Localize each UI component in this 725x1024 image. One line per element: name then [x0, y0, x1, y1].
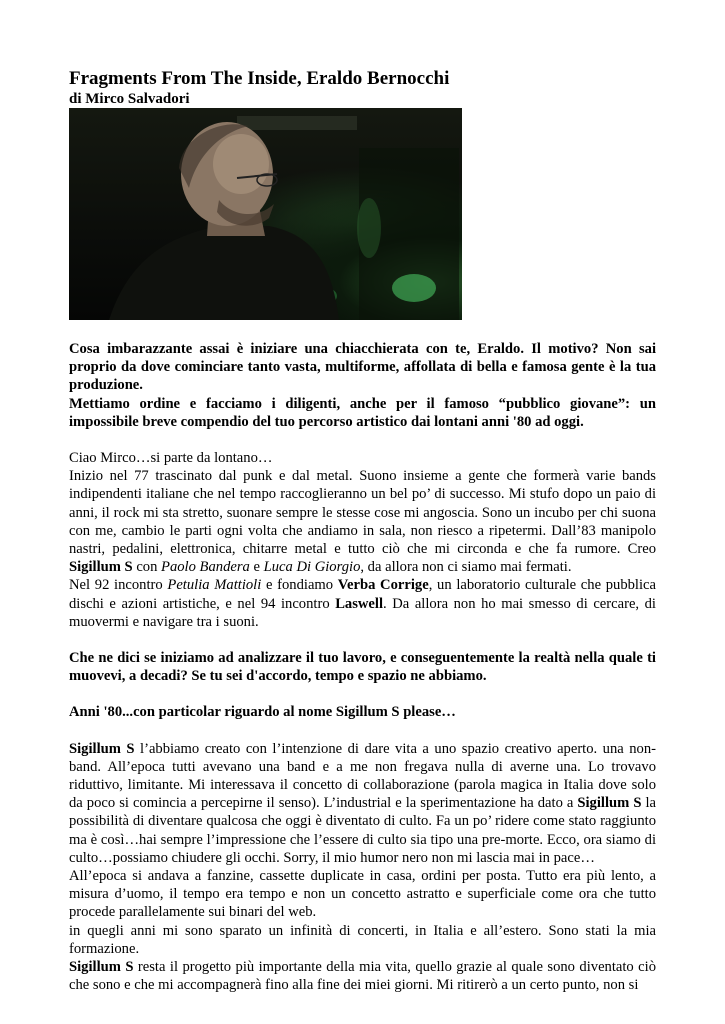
- answer3-paragraph-3: in quegli anni mi sono sparato un infinità di concerti, in Italia e all’estero. Sono stati la mia formazione.: [69, 922, 656, 957]
- luca-name: Luca Di Giorgio: [263, 559, 361, 576]
- answer3-paragraph-1: Sigillum S l’abbiamo creato con l’intenzione di dare vita a uno spazio creativo aperto. una non-band. All’epoca tutti avevano una band e a me non fregava nulla di averne una. Lo trovavo riduttivo, limitante. Mi interessava il concetto di collaborazione (parola magica in Italia dove solo da poco si comincia a percepirne il senso). L’industrial e la sperimentazione ha dato a Sigillum S la possibilità di diventare qualcosa che oggi è diventato di culto. Fa un po’ ridere come stato raggiunto ma è così…hai sempre l’impressione che l’essere di culto sia tipo una pre-morte. Ecco, ora siamo di culto…possiamo chiudere gli occhi. Sorry, il mio humor nero non mi lascia mai in pace…: [69, 740, 656, 866]
- answer3-paragraph-2: All’epoca si andava a fanzine, cassette duplicate in casa, ordini per posta. Tutto era più lento, a misura d’uomo, il tempo era tempo e non un concetto astratto e superficiale come ora che tutto procede parallelamente sui binari del web.: [69, 868, 656, 921]
- laswell-name: Laswell: [335, 595, 384, 612]
- answer1-paragraph-2: Nel 92 incontro Petulia Mattioli e fondiamo Verba Corrige, un laboratorio culturale che pubblica dischi e azioni artistiche, e nel 94 incontro Laswell. Da allora non ho mai smesso di cercare, di muovermi e navigare tra i suoni.: [69, 577, 656, 630]
- sigillum-name: Sigillum S: [69, 559, 133, 576]
- portrait-photo-icon: [69, 108, 462, 320]
- answer-greeting: Ciao Mirco…si parte da lontano…: [69, 450, 273, 467]
- article-byline: di Mirco Salvadori: [69, 91, 190, 107]
- intro-paragraph-2: Mettiamo ordine e facciamo i diligenti, anche per il famoso “pubblico giovane”: un impossibile breve compendio del tuo percorso artistico dai lontani anni '80 ad oggi.: [69, 395, 656, 430]
- answer1-paragraph: Inizio nel 77 trascinato dal punk e dal metal. Suono insieme a gente che formerà varie bands indipendenti italiane che nel tempo raccoglieranno un bel po’ di successo. Mi stufo dopo un paio di anni, il rock mi sta stretto, suonare sempre le stesse cose mi angoscia. Sono un incubo per chi suona con me, cambio le parti ogni volta che andiamo in sala, non riesco a ripetermi. Dall’83 manipolo nastri, pedalini, elettronica, chitarre metal e tutto ciò che mi circonda e che fa rumore. Creo Sigillum S con Paolo Bandera e Luca Di Giorgio, da allora non ci siamo mai fermati.: [69, 468, 656, 576]
- verba-name: Verba Corrige: [337, 577, 429, 594]
- answer3-paragraph-4: Sigillum S resta il progetto più importante della mia vita, quello grazie al quale sono diventato ciò che sono e che mi accompagnerà fino alla fine dei miei giorni. Mi ritirerò a un certo punto, non si: [69, 959, 657, 994]
- question-3: Anni '80...con particolar riguardo al nome Sigillum S please…: [69, 704, 456, 721]
- question-2: Che ne dici se iniziamo ad analizzare il tuo lavoro, e conseguentemente la realtà nella quale ti muovevi, a decadi? Se tu sei d'accordo, tempo e spazio ne abbiamo.: [69, 650, 656, 685]
- intro-paragraph-1: Cosa imbarazzante assai è iniziare una chiacchierata con te, Eraldo. Il motivo? Non sai proprio da dove cominciare tanto vasta, multiforme, affollata di bella e famosa gente è la tua produzione.: [69, 341, 656, 394]
- petulia-name: Petulia Mattioli: [167, 577, 262, 594]
- portrait-photo: [69, 108, 462, 320]
- paolo-name: Paolo Bandera: [161, 559, 250, 576]
- article: [69, 68, 656, 995]
- article-title: Fragments From The Inside, Eraldo Bernocchi: [69, 68, 450, 89]
